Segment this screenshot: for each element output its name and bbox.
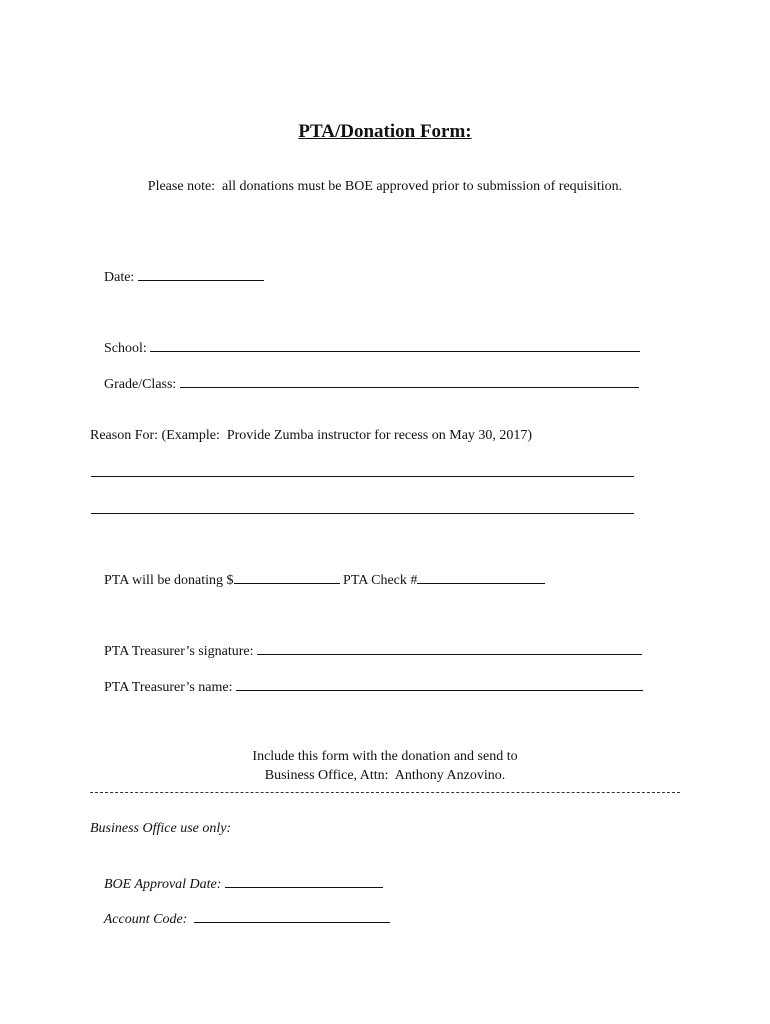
date-field[interactable] [138, 267, 264, 281]
approval-note: Please note: all donations must be BOE approved prior to submission of requisition. [147, 179, 623, 194]
office-use-heading: Business Office use only: [90, 821, 232, 836]
cut-line [90, 792, 680, 793]
donation-row [90, 552, 545, 608]
date-row [90, 249, 264, 305]
account-code-label: Account Code: [103, 912, 195, 927]
grade-field[interactable] [180, 374, 639, 388]
treasurer-signature-field[interactable] [257, 641, 642, 655]
donation-amount-field[interactable] [234, 570, 340, 584]
reason-field-line-2[interactable] [91, 513, 634, 514]
reason-field-line-1[interactable] [91, 476, 634, 477]
treasurer-name-row [90, 659, 643, 715]
boe-approval-label: BOE Approval Date: [104, 877, 225, 892]
treasurer-signature-label: PTA Treasurer’s signature: [104, 644, 258, 659]
date-label: Date: [104, 270, 138, 285]
form-title: PTA/Donation Form: [298, 121, 472, 142]
check-number-field[interactable] [417, 570, 545, 584]
grade-row [90, 356, 639, 412]
instructions-line-2: Business Office, Attn: Anthony Anzovino. [264, 768, 506, 783]
boe-approval-date-field[interactable] [225, 874, 383, 888]
school-field[interactable] [150, 338, 640, 352]
treasurer-name-label: PTA Treasurer’s name: [104, 680, 237, 695]
instructions-line-1: Include this form with the donation and send to [252, 749, 518, 764]
check-label: PTA Check # [339, 573, 418, 588]
school-label: School: [104, 341, 151, 356]
account-code-field[interactable] [194, 909, 390, 923]
donating-label: PTA will be donating $ [104, 573, 234, 588]
treasurer-name-field[interactable] [236, 677, 643, 691]
account-code-row [90, 891, 390, 947]
grade-label: Grade/Class: [104, 377, 180, 392]
reason-label: Reason For: (Example: Provide Zumba instructor for recess on May 30, 2017) [90, 428, 533, 443]
